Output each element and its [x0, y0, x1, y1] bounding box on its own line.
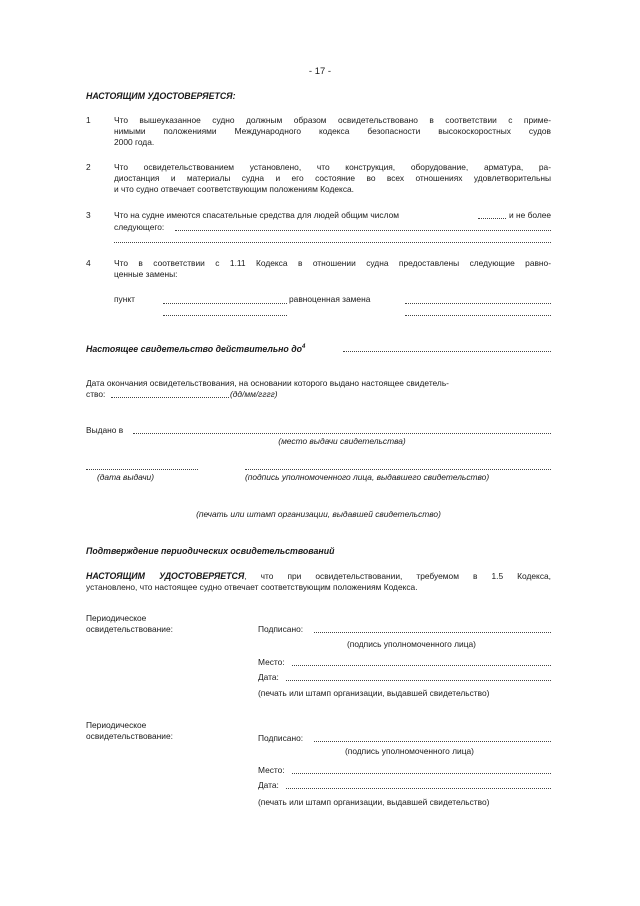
periodic-block-2-seal-caption: (печать или штамп организации, выдавшей свидетельство) [258, 797, 490, 807]
issuer-signature-field[interactable] [245, 469, 551, 470]
periodic-block-1-signature-caption: (подпись уполномоченного лица) [347, 639, 476, 649]
validity-footnote: 4 [302, 344, 306, 350]
periodic-block-1-place-label: Место: [258, 657, 285, 667]
item-4-line-1: Что в соответствии с 1.11 Кодекса в отношении судна предоставлены следующие равно- [114, 258, 551, 268]
item-1-line-1: Что вышеуказанное судно должным образом освидетельствовано в соответствии с приме- [114, 115, 551, 125]
periodic-block-1-date-label: Дата: [258, 672, 279, 682]
replacement-label: равноценная замена [289, 294, 371, 304]
issue-date-field[interactable] [86, 469, 198, 470]
lifesaving-count-field[interactable] [478, 218, 506, 219]
item-1-number: 1 [86, 115, 91, 125]
point-label: пункт [114, 294, 135, 304]
replacement-field-1[interactable] [405, 303, 551, 304]
issuer-signature-caption: (подпись уполномоченного лица, выдавшего свидетельство) [245, 472, 490, 482]
certification-heading: НАСТОЯЩИМ УДОСТОВЕРЯЕТСЯ: [86, 91, 236, 101]
periodic-block-2-signature-field[interactable] [314, 741, 551, 742]
item-4-number: 4 [86, 258, 91, 268]
periodic-block-2-date-label: Дата: [258, 780, 279, 790]
survey-completion-date-field[interactable] [111, 397, 229, 398]
periodic-block-2-label-2: освидетельствование: [86, 731, 173, 741]
periodic-statement-line-1 [86, 571, 551, 582]
date-format-caption: (дд/мм/гггг) [230, 389, 278, 399]
periodic-statement-bold: НАСТОЯЩИМ УДОСТОВЕРЯЕТСЯ [86, 571, 245, 581]
issue-date-caption: (дата выдачи) [97, 472, 154, 482]
point-field-1[interactable] [163, 303, 287, 304]
item-2-text [114, 162, 551, 195]
periodic-statement-line-2: установлено, что настоящее судно отвечает соответствующим положениям Кодекса. [86, 582, 418, 592]
item-4-text [114, 258, 551, 280]
survey-completion-line-2: ство: [86, 389, 106, 399]
replacement-field-2[interactable] [405, 315, 551, 316]
periodic-block-2-place-field[interactable] [292, 773, 551, 774]
item-2-number: 2 [86, 162, 91, 172]
periodic-block-2-label-1: Периодическое [86, 720, 147, 730]
periodic-block-2-signature-caption: (подпись уполномоченного лица) [345, 746, 474, 756]
item-1-line-2: нимыми положениями Международного кодекса безопасности высокоскоростных судов [114, 126, 551, 136]
item-3-number: 3 [86, 210, 91, 220]
periodic-block-1-label-1: Периодическое [86, 613, 147, 623]
item-4-line-2: ценные замены: [114, 269, 178, 279]
periodic-block-1-label-2: освидетельствование: [86, 624, 173, 634]
item-1-line-3: 2000 года. [114, 137, 155, 147]
lifesaving-details-field-1[interactable] [175, 230, 551, 231]
periodic-block-2-date-field[interactable] [286, 788, 551, 789]
item-3-line-2: следующего: [114, 222, 165, 232]
validity-label: Настоящее свидетельство действительно до [86, 343, 303, 354]
periodic-block-1-signed-label: Подписано: [258, 624, 304, 634]
item-2-line-3: и что судно отвечает соответствующим положениям Кодекса. [114, 184, 354, 194]
periodic-statement-rest: , что при освидетельствовании, требуемом в 1.5 Кодекса, [244, 571, 551, 581]
issued-place-field[interactable] [133, 433, 551, 434]
validity-text [86, 342, 305, 355]
periodic-block-1-signature-field[interactable] [314, 632, 551, 633]
item-3-line-1b: и не более [509, 210, 552, 220]
item-2-line-1: Что освидетельствованием установлено, что конструкция, оборудование, арматура, ра- [114, 162, 551, 172]
periodic-block-1-place-field[interactable] [292, 665, 551, 666]
periodic-statement [86, 571, 551, 593]
item-2-line-2: диостанция и материалы судна и его состояние во всех отношениях удовлетворительны [114, 173, 551, 183]
periodic-block-2-place-label: Место: [258, 765, 285, 775]
periodic-block-1-date-field[interactable] [286, 680, 551, 681]
periodic-block-2-signed-label: Подписано: [258, 733, 304, 743]
validity-date-field[interactable] [343, 351, 551, 352]
periodic-block-1-seal-caption: (печать или штамп организации, выдавшей свидетельство) [258, 688, 490, 698]
point-field-2[interactable] [163, 315, 287, 316]
issued-at-label: Выдано в [86, 425, 124, 435]
issuer-seal-caption: (печать или штамп организации, выдавшей свидетельство) [196, 509, 441, 519]
item-3-line-1a: Что на судне имеются спасательные средства для людей общим числом [114, 210, 400, 220]
item-1-text [114, 115, 551, 148]
issued-place-caption: (место выдачи свидетельства) [278, 436, 406, 446]
page-number: - 17 - [308, 66, 332, 77]
periodic-surveys-title: Подтверждение периодических освидетельствований [86, 546, 335, 556]
lifesaving-details-field-2[interactable] [114, 242, 551, 243]
survey-completion-line-1: Дата окончания освидетельствования, на основании которого выдано настоящее свидетель- [86, 378, 449, 388]
